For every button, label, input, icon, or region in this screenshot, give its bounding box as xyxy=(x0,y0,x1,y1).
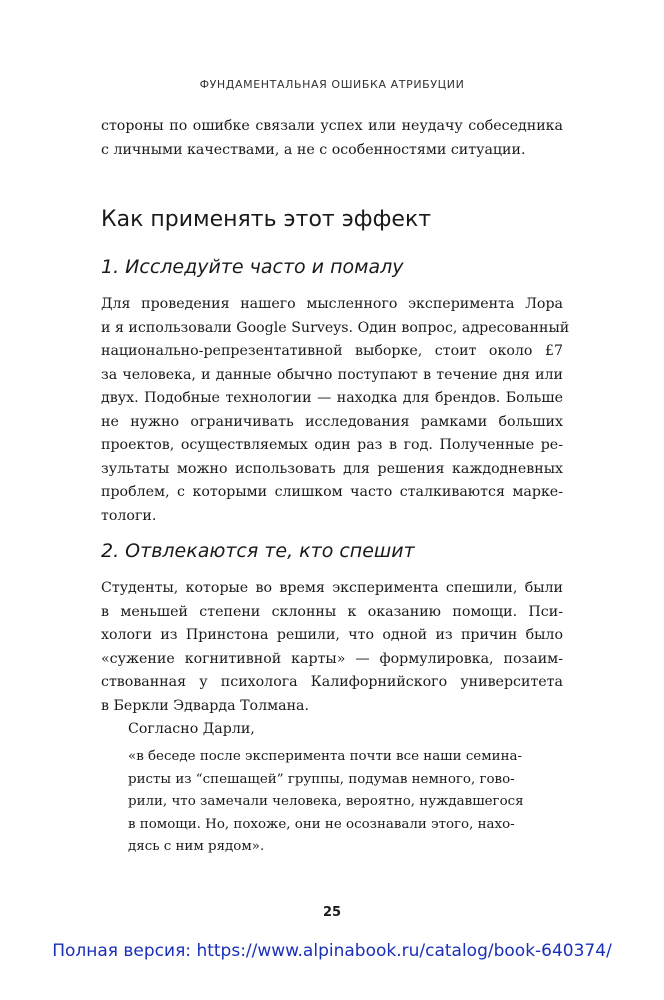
paragraph-line: тологи. xyxy=(101,507,157,524)
intro-paragraph xyxy=(101,115,563,162)
paragraph-line: за человека, и данные обычно поступают в течение дня или xyxy=(101,366,563,383)
intro-line: с личными качествами, а не с особенностями ситуации. xyxy=(101,141,526,158)
quote-line: рили, что замечали человека, вероятно, нуждавшегося xyxy=(128,794,524,809)
paragraph-line: в Беркли Эдварда Толмана. xyxy=(101,697,310,714)
page-number: 25 xyxy=(322,905,342,920)
paragraph-line: «сужение когнитивной карты» — формулировка, позаим- xyxy=(101,650,563,667)
full-version-link[interactable]: Полная версия: https://www.alpinabook.ru/catalog/book-640374/ xyxy=(52,941,612,961)
paragraph-line: двух. Подобные технологии — находка для брендов. Больше xyxy=(101,390,563,406)
paragraph-line: не нужно ограничивать исследования рамками больших xyxy=(101,413,563,430)
paragraph-line: Студенты, которые во время эксперимента спешили, были xyxy=(101,580,563,596)
paragraph-line: проектов, осуществляемых один раз в год. Полученные ре- xyxy=(101,437,563,453)
quote-line: ристы из “спешащей” группы, подумав немного, гово- xyxy=(128,771,515,787)
attribution-line: Согласно Дарли, xyxy=(128,721,255,737)
paragraph-line: хологи из Принстона решили, что одной из причин было xyxy=(101,627,563,643)
paragraph-line: в меньшей степени склонны к оказанию помощи. Пси- xyxy=(101,603,563,620)
subsection-1-heading: 1. Исследуйте часто и помалу xyxy=(101,256,404,278)
paragraph-line: Для проведения нашего мысленного эксперимента Лора xyxy=(101,296,563,312)
subsection-2-heading: 2. Отвлекаются те, кто спешит xyxy=(101,540,415,562)
subsection-1-paragraph xyxy=(101,293,570,528)
paragraph-line: и я использовали Google Surveys. Один вопрос, адресованный xyxy=(101,319,570,336)
block-quote xyxy=(128,746,524,859)
quote-line: «в беседе после эксперимента почти все наши семина- xyxy=(128,749,523,764)
intro-line: стороны по ошибке связали успех или неудачу собеседника xyxy=(101,118,563,134)
section-heading: Как применять этот эффект xyxy=(101,207,432,232)
quote-line: в помощи. Но, похоже, они не осознавали этого, нахо- xyxy=(128,816,515,832)
quote-line: дясь с ним рядом». xyxy=(128,839,265,854)
paragraph-line: национально-репрезентативной выборке, стоит около £7 xyxy=(101,343,563,359)
subsection-2-paragraph xyxy=(101,577,563,742)
paragraph-line: проблем, с которыми слишком часто сталкиваются марке- xyxy=(101,484,563,500)
paragraph-line: ствованная у психолога Калифорнийского университета xyxy=(101,674,563,690)
paragraph-line: зультаты можно использовать для решения каждодневных xyxy=(101,460,563,477)
running-head: ФУНДАМЕНТАЛЬНАЯ ОШИБКА АТРИБУЦИИ xyxy=(199,78,465,91)
